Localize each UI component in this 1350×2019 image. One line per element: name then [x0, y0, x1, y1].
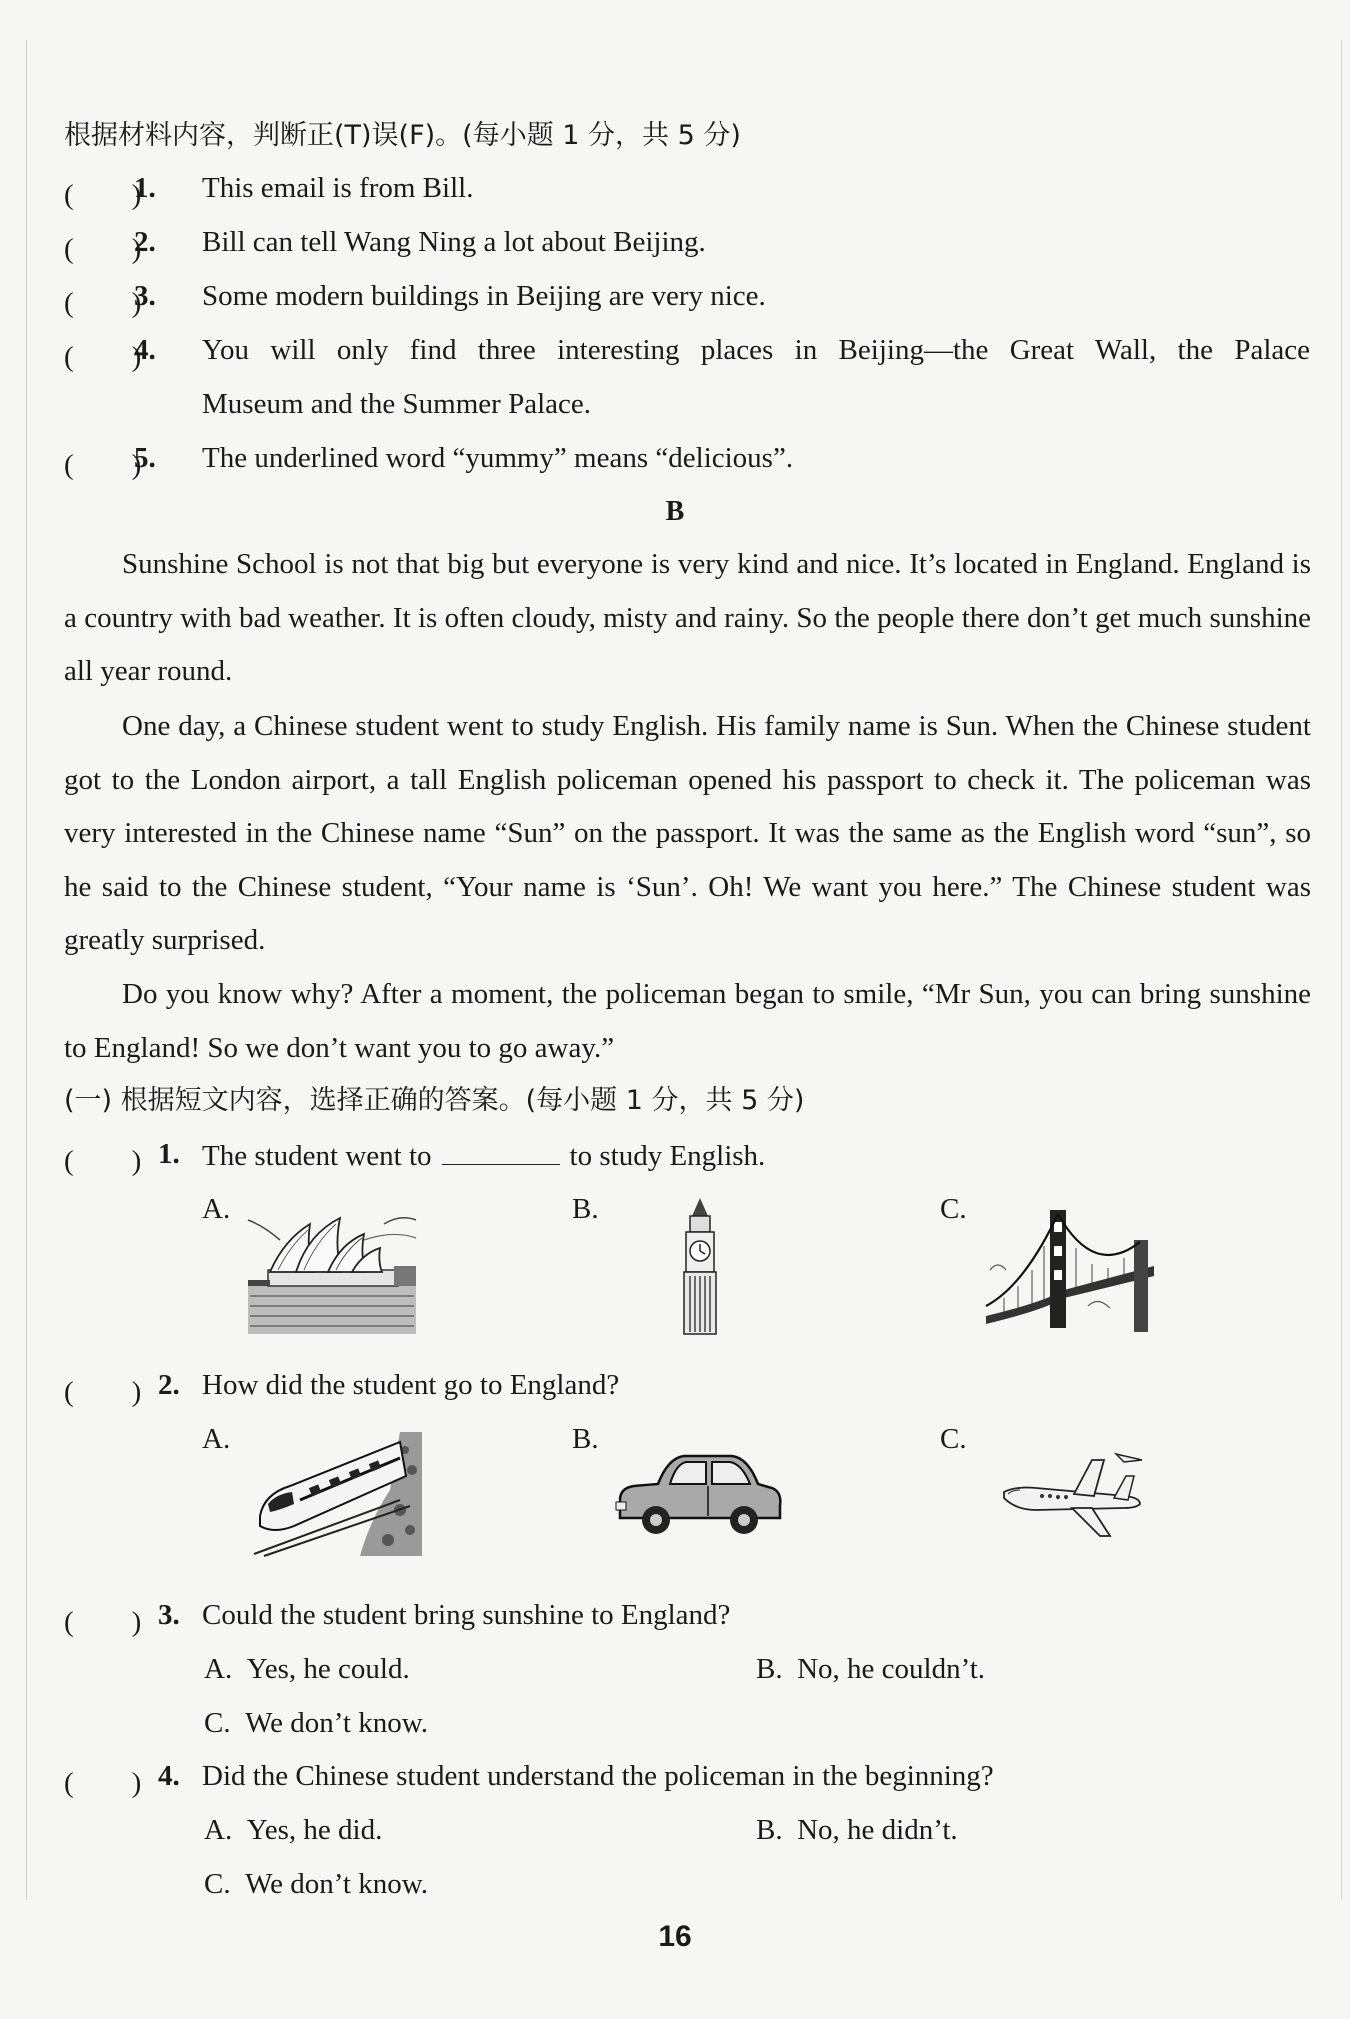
question-text: The underlined word “yummy” means “delicious”.: [202, 442, 794, 474]
answer-blank[interactable]: ( ): [64, 1376, 142, 1408]
question-number: 1.: [134, 172, 156, 204]
question-number: 1.: [158, 1138, 180, 1170]
passage-paragraph-1: [64, 538, 1311, 699]
option-b-label[interactable]: B.: [572, 1193, 599, 1225]
question-text-continued: Museum and the Summer Palace.: [202, 388, 591, 420]
fill-in-blank: [442, 1138, 560, 1165]
golden-gate-bridge-picture[interactable]: [984, 1206, 1156, 1334]
page-number: 16: [658, 1920, 692, 1953]
option-text: We don’t know.: [245, 1868, 429, 1900]
question-text: How did the student go to England?: [202, 1369, 620, 1401]
question-text: Bill can tell Wang Ning a lot about Beijing.: [202, 226, 706, 258]
option-label: A.: [204, 1814, 233, 1846]
option-b-label[interactable]: B.: [572, 1423, 599, 1455]
option-b[interactable]: [756, 1653, 985, 1686]
question-text: This email is from Bill.: [202, 172, 474, 204]
option-a-label[interactable]: A.: [202, 1193, 231, 1225]
margin-rule: [26, 40, 27, 1900]
option-text: We don’t know.: [245, 1707, 429, 1739]
option-c-label[interactable]: C.: [940, 1193, 967, 1225]
paragraph-text: One day, a Chinese student went to study English. His family name is Sun. When the Chinese student got to the London airport, a tall English policeman opened his passport to check it. The policeman was very interested in the Chinese name “Sun” on the passport. It was the same as the English word “sun”, so he said to the Chinese student, “Your name is ‘Sun’. Oh! We want you here.” The Chinese student was greatly surprised.: [64, 710, 1311, 956]
option-a[interactable]: [204, 1814, 382, 1847]
option-text: No, he didn’t.: [797, 1814, 958, 1846]
passage-paragraph-2: [64, 700, 1311, 968]
answer-blank[interactable]: ( ): [64, 449, 142, 481]
big-ben-picture[interactable]: [676, 1196, 724, 1336]
question-text: You will only find three interesting places in Beijing—the Great Wall, the Palace: [202, 334, 1310, 366]
question-number: 4.: [158, 1760, 180, 1792]
question-number: 2.: [134, 226, 156, 258]
sydney-opera-house-picture[interactable]: [244, 1200, 420, 1338]
answer-blank[interactable]: ( ): [64, 1606, 142, 1638]
option-text: Yes, he could.: [246, 1653, 410, 1685]
option-text: Yes, he did.: [246, 1814, 383, 1846]
paragraph-text: Do you know why? After a moment, the policeman began to smile, “Mr Sun, you can bring sunshine to England! So we don’t want you to go away.”: [64, 978, 1311, 1064]
train-picture[interactable]: [250, 1430, 424, 1558]
question-number: 3.: [158, 1599, 180, 1631]
question-text: Did the Chinese student understand the policeman in the beginning?: [202, 1760, 994, 1792]
option-label: C.: [204, 1868, 231, 1900]
option-c[interactable]: [204, 1868, 428, 1901]
option-label: C.: [204, 1707, 231, 1739]
answer-blank[interactable]: ( ): [64, 1767, 142, 1799]
section-b-instruction: (一) 根据短文内容，选择正确的答案。(每小题 1 分，共 5 分): [64, 1085, 805, 1116]
question-text: Could the student bring sunshine to England?: [202, 1599, 731, 1631]
question-text-after: to study English.: [569, 1140, 766, 1172]
option-label: B.: [756, 1653, 783, 1685]
paragraph-text: Sunshine School is not that big but everyone is very kind and nice. It’s located in England. England is a country with bad weather. It is often cloudy, misty and rainy. So the people there don’t get much sunshine all year round.: [64, 548, 1311, 687]
answer-blank[interactable]: ( ): [64, 1145, 142, 1177]
answer-blank[interactable]: ( ): [64, 287, 142, 319]
option-a-label[interactable]: A.: [202, 1423, 231, 1455]
answer-blank[interactable]: ( ): [64, 233, 142, 265]
answer-blank[interactable]: ( ): [64, 179, 142, 211]
option-a[interactable]: [204, 1653, 410, 1686]
question-number: 2.: [158, 1369, 180, 1401]
question-number: 3.: [134, 280, 156, 312]
answer-blank[interactable]: ( ): [64, 341, 142, 373]
option-c[interactable]: [204, 1707, 428, 1740]
option-label: B.: [756, 1814, 783, 1846]
question-text: The student went to: [202, 1140, 432, 1172]
option-c-label[interactable]: C.: [940, 1423, 967, 1455]
section-b-title: B: [665, 496, 685, 527]
car-picture[interactable]: [614, 1448, 786, 1544]
question-number: 4.: [134, 334, 156, 366]
option-label: A.: [204, 1653, 233, 1685]
question-number: 5.: [134, 442, 156, 474]
airplane-picture[interactable]: [996, 1452, 1144, 1542]
margin-rule-right: [1341, 40, 1342, 1900]
option-text: No, he couldn’t.: [797, 1653, 986, 1685]
option-b[interactable]: [756, 1814, 958, 1847]
passage-paragraph-3: [64, 968, 1311, 1075]
section-a-instruction: 根据材料内容，判断正(T)误(F)。(每小题 1 分，共 5 分): [64, 120, 741, 151]
question-text: Some modern buildings in Beijing are very nice.: [202, 280, 766, 312]
